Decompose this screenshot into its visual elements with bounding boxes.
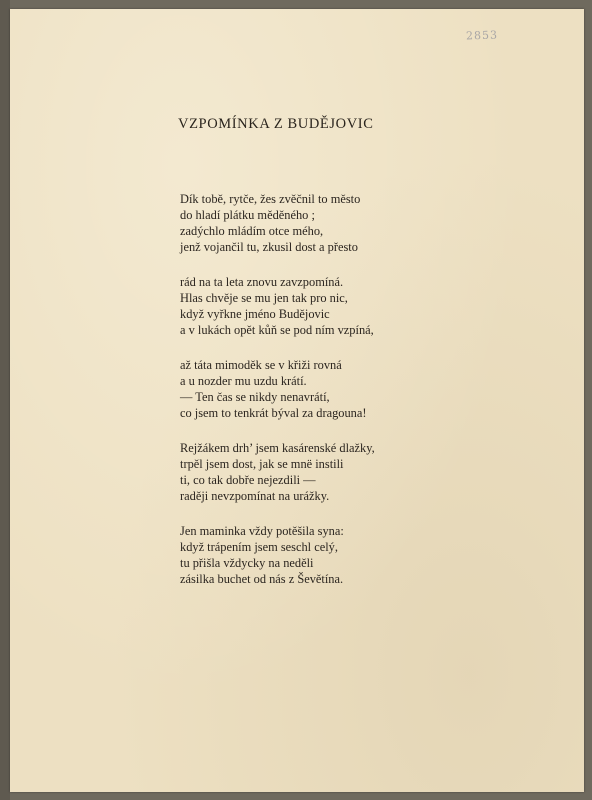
verse-line: Jen maminka vždy potěšila syna:: [180, 524, 344, 538]
stanza-5: [180, 523, 440, 587]
stanza-2: [180, 274, 440, 338]
verse-line: — Ten čas se nikdy nenavrátí,: [180, 390, 330, 404]
poem-body: [180, 191, 440, 606]
verse-line: raději nevzpomínat na urážky.: [180, 489, 330, 503]
verse-line: trpěl jsem dost, jak se mnë instili: [180, 457, 344, 471]
verse-line: Hlas chvěje se mu jen tak pro nic,: [180, 291, 348, 305]
verse-line: jenž vojančil tu, zkusil dost a přesto: [180, 240, 358, 254]
verse-line: Rejžákem drh’ jsem kasárenské dlažky,: [180, 441, 375, 455]
verse-line: co jsem to tenkrát býval za dragouna!: [180, 406, 367, 420]
stanza-1: [180, 191, 440, 255]
verse-line: když vyřkne jméno Budějovic: [180, 307, 330, 321]
poem-title: VZPOMÍNKA Z BUDĚJOVIC: [178, 116, 374, 132]
scan-background-strip: [0, 0, 10, 800]
verse-line: a v lukách opět kůň se pod ním vzpíná,: [180, 323, 374, 337]
verse-line: a u nozder mu uzdu krátí.: [180, 374, 307, 388]
verse-line: zadýchlo mládím otce mého,: [180, 224, 324, 238]
verse-line: tu přišla vždycky na neděli: [180, 556, 314, 570]
verse-line: zásilka buchet od nás z Ševětína.: [180, 572, 344, 586]
verse-line: do hladí plátku měděného ;: [180, 208, 315, 222]
verse-line: Dík tobě, rytče, žes zvěčnil to město: [180, 192, 361, 206]
verse-line: ti, co tak dobře nejezdili —: [180, 473, 316, 487]
stanza-3: [180, 357, 440, 421]
stanza-4: [180, 440, 440, 504]
verse-line: až táta mimoděk se v křiži rovná: [180, 358, 342, 372]
verse-line: rád na ta leta znovu zavzpomíná.: [180, 275, 344, 289]
archive-number: 2853: [465, 28, 499, 43]
verse-line: když trápením jsem seschl celý,: [180, 540, 338, 554]
